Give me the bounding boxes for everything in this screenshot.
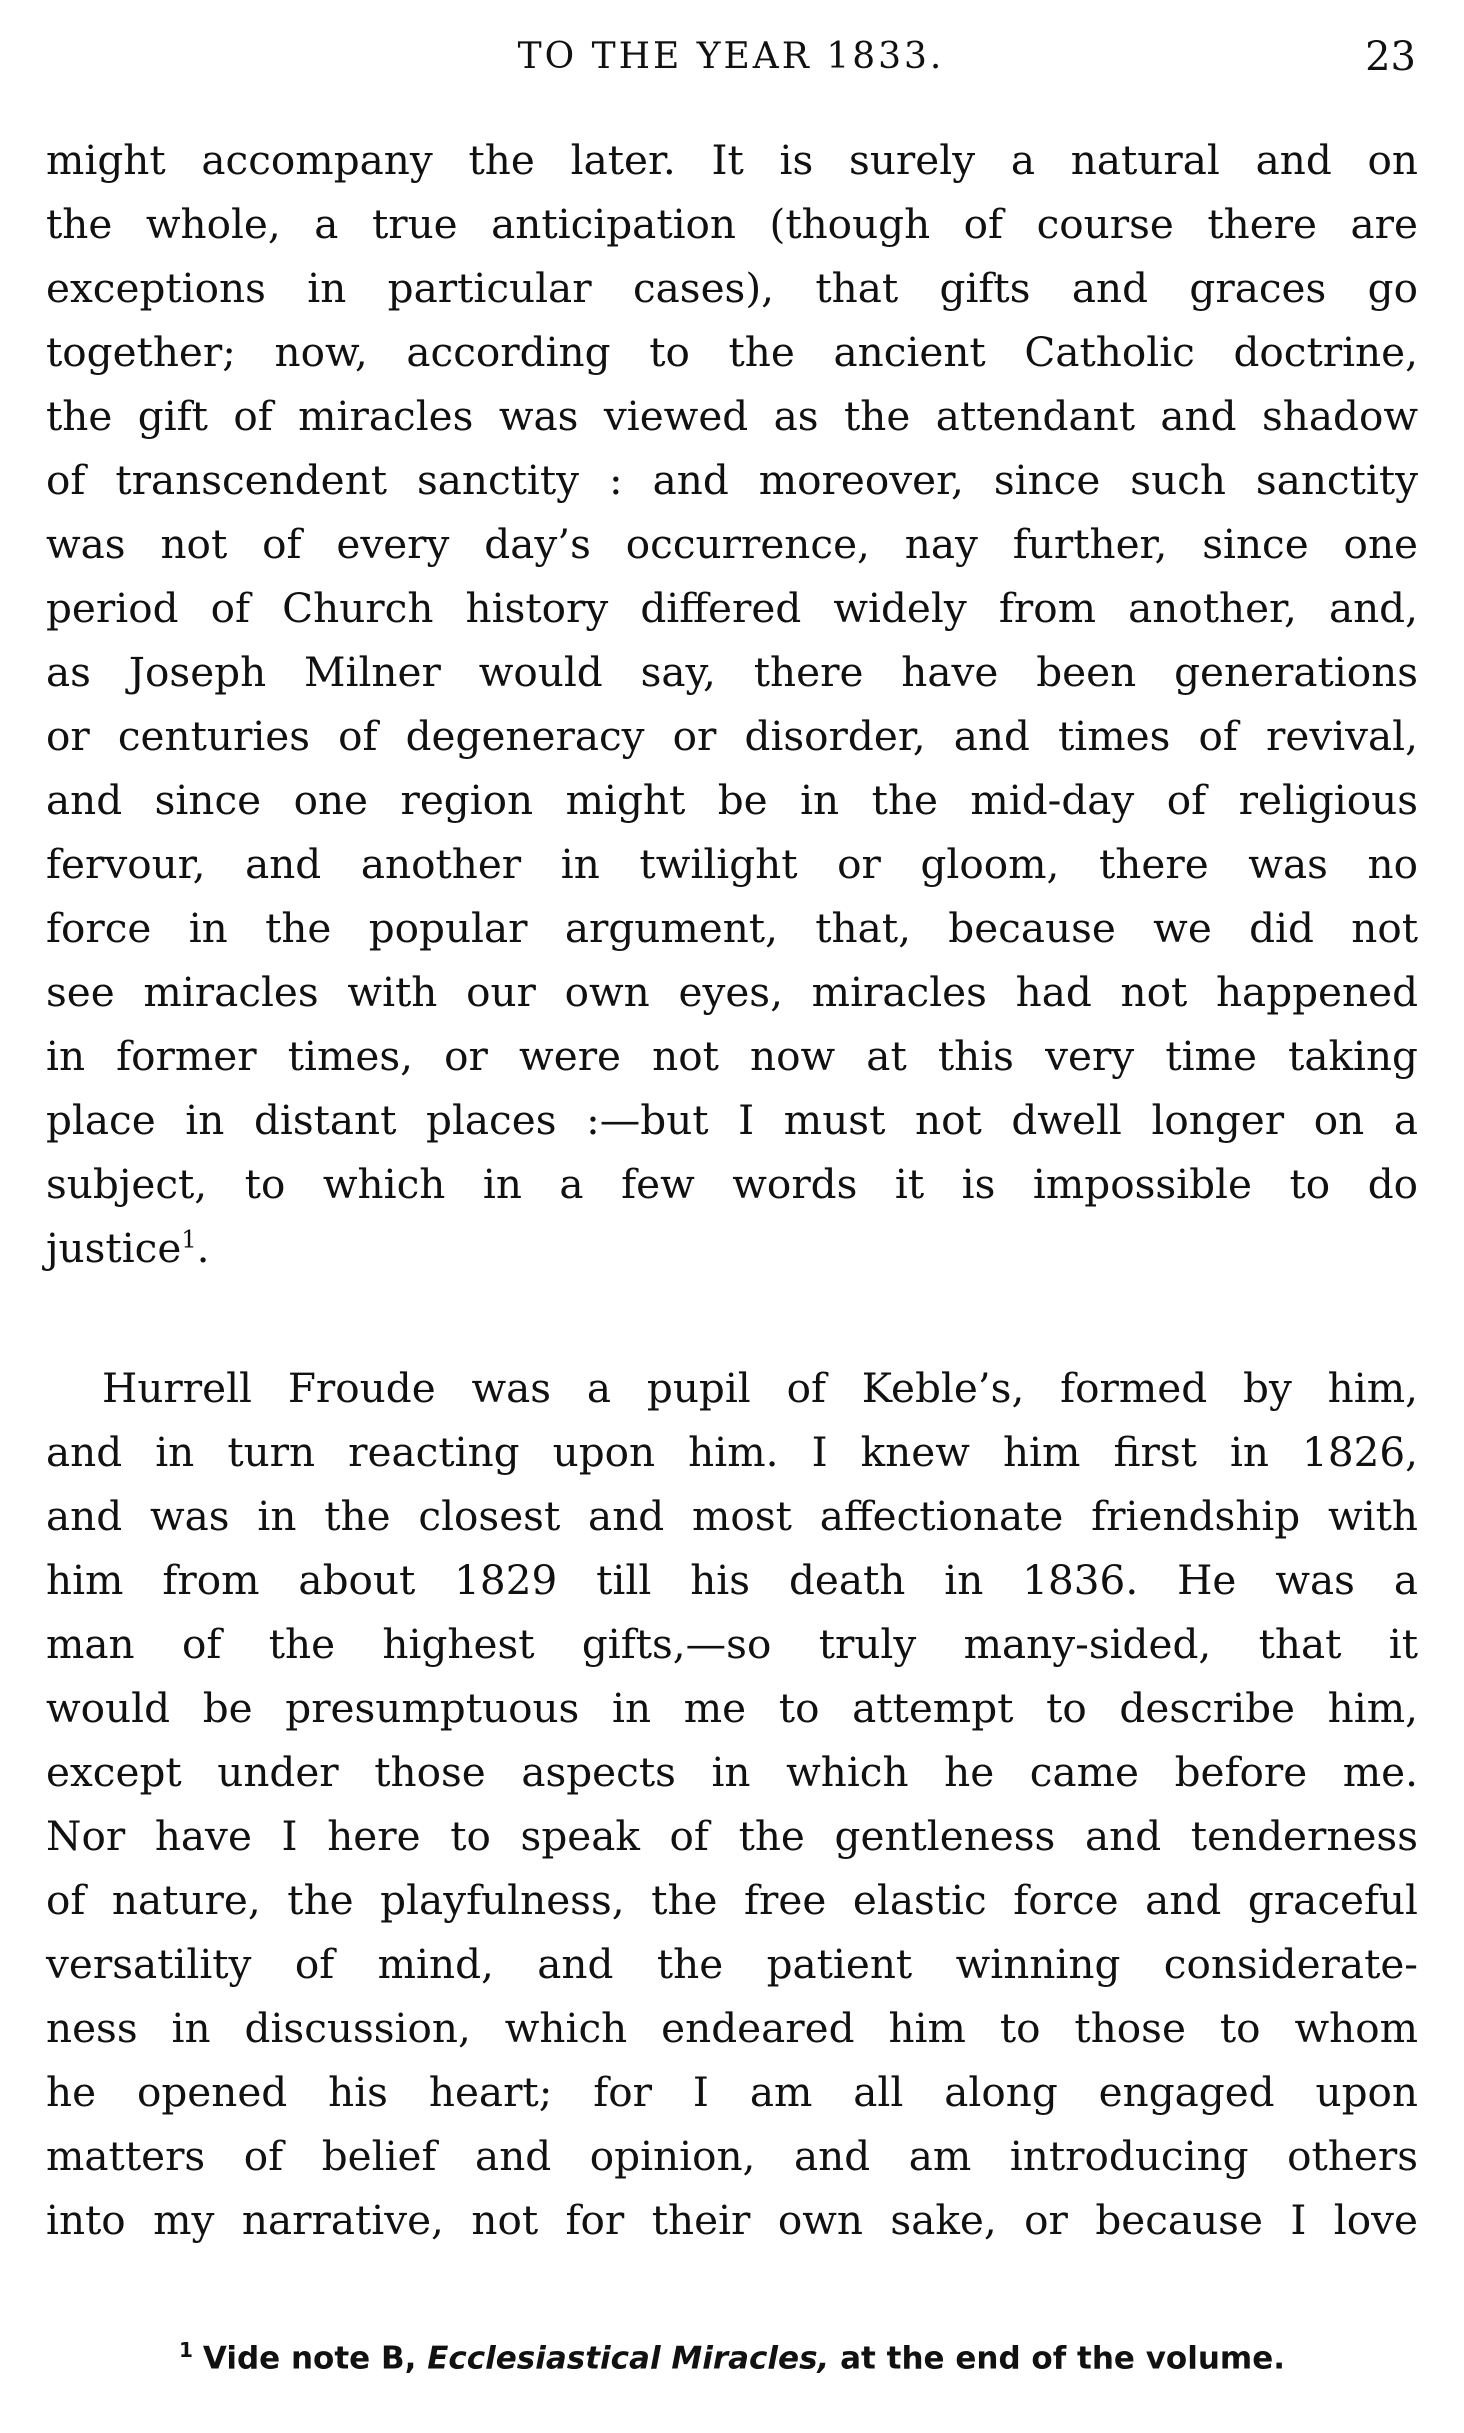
running-title: TO THE YEAR 1833. bbox=[517, 36, 945, 77]
text-line: of transcendent sanctity : and moreover, since such sanctity bbox=[46, 456, 1418, 504]
text-line: and in turn reacting upon him. I knew him first in 1826, bbox=[46, 1428, 1418, 1476]
text-line: fervour, and another in twilight or gloom, there was no bbox=[46, 840, 1418, 888]
text-line: see miracles with our own eyes, miracles had not happened bbox=[46, 968, 1418, 1016]
text-line: the gift of miracles was viewed as the attendant and shadow bbox=[46, 392, 1418, 440]
text-line: exceptions in particular cases), that gifts and graces go bbox=[46, 264, 1418, 312]
text-line: subject, to which in a few words it is impossible to do bbox=[46, 1160, 1418, 1208]
text-line: man of the highest gifts,—so truly many-sided, that it bbox=[46, 1620, 1418, 1668]
text-line: together; now, according to the ancient Catholic doctrine, bbox=[46, 328, 1418, 376]
text-line: and was in the closest and most affectionate friendship with bbox=[46, 1492, 1418, 1540]
text-line: he opened his heart; for I am all along engaged upon bbox=[46, 2068, 1418, 2116]
footnote-prefix: Vide note B, bbox=[202, 2340, 417, 2377]
text-line: was not of every day’s occurrence, nay further, since one bbox=[46, 520, 1418, 568]
paragraph-gap bbox=[46, 1280, 1418, 1356]
text-line: versatility of mind, and the patient winning considerate- bbox=[46, 1940, 1418, 1988]
text-line: the whole, a true anticipation (though of course there are bbox=[46, 200, 1418, 248]
text-line: Nor have I here to speak of the gentleness and tenderness bbox=[46, 1812, 1418, 1860]
text-fragment: justice bbox=[46, 1224, 182, 1272]
footnote-mark: 1 bbox=[178, 2338, 193, 2362]
text-line: into my narrative, not for their own sake, or because I love bbox=[46, 2196, 1418, 2244]
footnote bbox=[46, 2330, 1418, 2378]
text-line-last: justice$^1$. bbox=[46, 1224, 210, 1272]
text-line: period of Church history differed widely from another, and, bbox=[46, 584, 1418, 632]
text-line: him from about 1829 till his death in 1836. He was a bbox=[46, 1556, 1418, 1604]
footnote-suffix: at the end of the volume. bbox=[840, 2340, 1286, 2377]
text-line: as Joseph Milner would say, there have been generations bbox=[46, 648, 1418, 696]
text-line: in former times, or were not now at this very time taking bbox=[46, 1032, 1418, 1080]
text-line: would be presumptuous in me to attempt to describe him, bbox=[46, 1684, 1418, 1732]
text-line: and since one region might be in the mid-day of religious bbox=[46, 776, 1418, 824]
text-line: matters of belief and opinion, and am introducing others bbox=[46, 2132, 1418, 2180]
footnote-title: Ecclesiastical Miracles, bbox=[427, 2340, 830, 2377]
text-line: ness in discussion, which endeared him to those to whom bbox=[46, 2004, 1418, 2052]
text-line: place in distant places :—but I must not dwell longer on a bbox=[46, 1096, 1418, 1144]
body-text bbox=[46, 128, 1418, 2252]
page-number: 23 bbox=[1365, 34, 1416, 80]
footnote-ref[interactable]: 1 bbox=[181, 1225, 197, 1254]
running-head bbox=[46, 30, 1416, 90]
text-line: force in the popular argument, that, because we did not bbox=[46, 904, 1418, 952]
text-line: except under those aspects in which he came before me. bbox=[46, 1748, 1418, 1796]
text-line: or centuries of degeneracy or disorder, and times of revival, bbox=[46, 712, 1418, 760]
text-line: of nature, the playfulness, the free elastic force and graceful bbox=[46, 1876, 1418, 1924]
text-line: Hurrell Froude was a pupil of Keble’s, formed by him, bbox=[102, 1364, 1418, 1412]
text-line: might accompany the later. It is surely a natural and on bbox=[46, 136, 1418, 184]
